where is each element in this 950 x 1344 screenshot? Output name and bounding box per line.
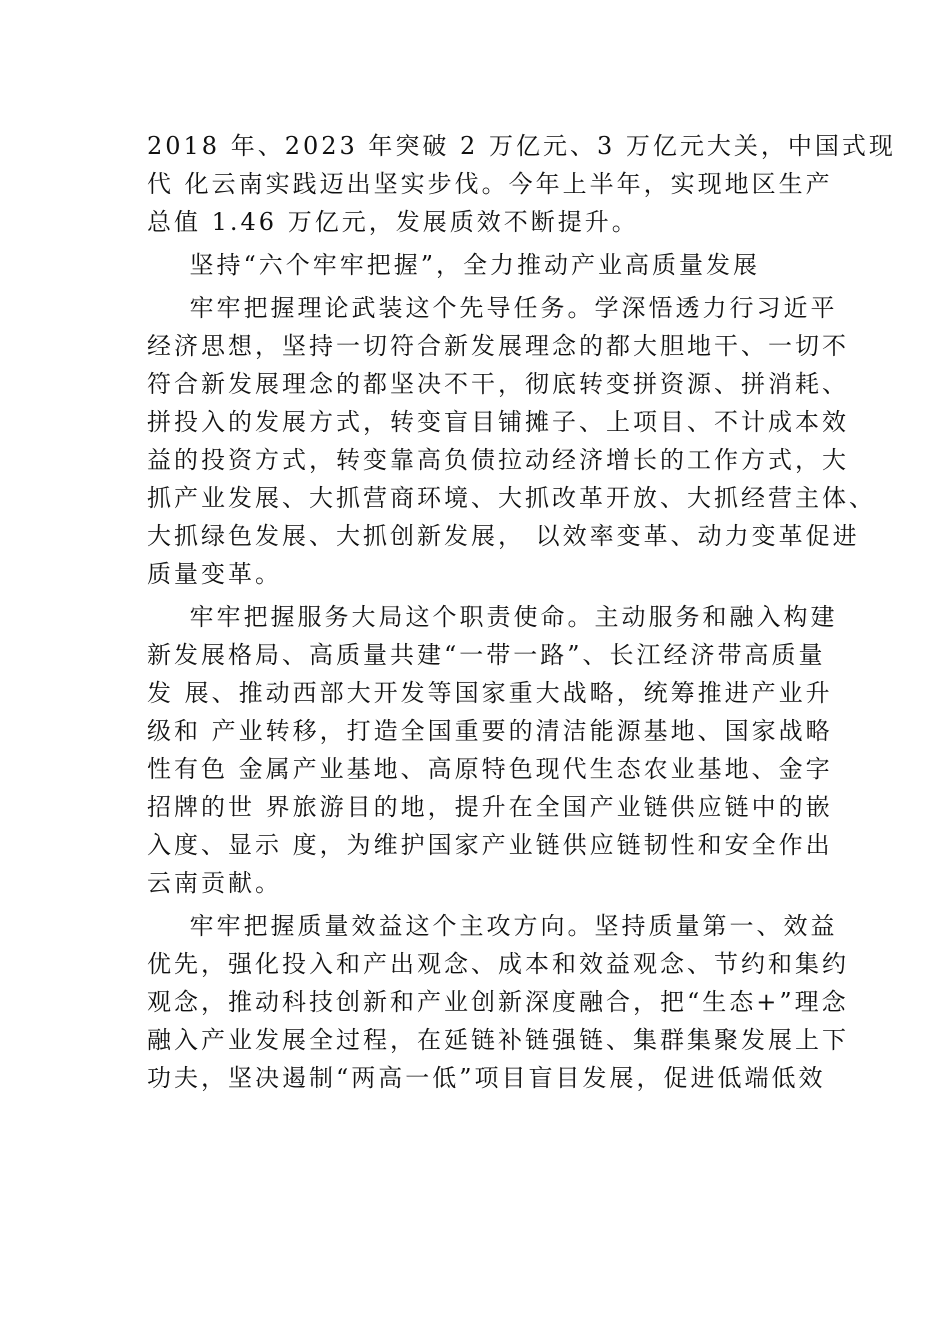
text-line-10: 抓产业发展、大抓营商环境、大抓改革开放、大抓经营主体、 [147, 484, 876, 512]
text-line-18: 招牌的世 界旅游目的地，提升在全国产业链供应链中的嵌 [147, 793, 833, 821]
text-line-21: 牢牢把握质量效益这个主攻方向。坚持质量第一、效益 [147, 912, 838, 940]
text-line-22: 优先，强化投入和产出观念、成本和效益观念、节约和集约 [147, 950, 849, 978]
text-line-5: 牢牢把握理论武装这个先导任务。学深悟透力行习近平 [147, 294, 838, 322]
text-line-7: 符合新发展理念的都坚决不干，彻底转变拼资源、拼消耗、 [147, 370, 849, 398]
text-line-24: 融入产业发展全过程，在延链补链强链、集群集聚发展上下 [147, 1026, 849, 1054]
text-line-13: 牢牢把握服务大局这个职责使命。主动服务和融入构建 [147, 603, 838, 631]
text-line-16: 级和 产业转移，打造全国重要的清洁能源基地、国家战略 [147, 717, 833, 745]
text-line-12: 质量变革。 [147, 560, 282, 588]
text-line-9: 益的投资方式，转变靠高负债拉动经济增长的工作方式，大 [147, 446, 849, 474]
text-line-2: 代 化云南实践迈出坚实步伐。今年上半年，实现地区生产 [147, 170, 833, 198]
section-heading: 坚持“六个牢牢把握”，全力推动产业高质量发展 [147, 251, 761, 279]
text-line-20: 云南贡献。 [147, 869, 282, 897]
text-line-25: 功夫，坚决遏制“两高一低”项目盲目发展，促进低端低效 [147, 1064, 826, 1092]
text-line-3: 总值 1.46 万亿元，发展质效不断提升。 [147, 208, 639, 236]
text-line-14: 新发展格局、高质量共建“一带一路”、长江经济带高质量 [147, 641, 826, 669]
text-line-6: 经济思想，坚持一切符合新发展理念的都大胆地干、一切不 [147, 332, 849, 360]
text-line-11: 大抓绿色发展、大抓创新发展， 以效率变革、动力变革促进 [147, 522, 860, 550]
text-line-8: 拼投入的发展方式，转变盲目铺摊子、上项目、不计成本效 [147, 408, 849, 436]
text-line-1: 2018 年、2023 年突破 2 万亿元、3 万亿元大关，中国式现 [147, 132, 896, 160]
text-line-19: 入度、显示 度，为维护国家产业链供应链韧性和安全作出 [147, 831, 833, 859]
text-line-23: 观念，推动科技创新和产业创新深度融合，把“生态+”理念 [147, 988, 849, 1016]
text-line-15: 发 展、推动西部大开发等国家重大战略，统筹推进产业升 [147, 679, 833, 707]
text-line-17: 性有色 金属产业基地、高原特色现代生态农业基地、金字 [147, 755, 833, 783]
